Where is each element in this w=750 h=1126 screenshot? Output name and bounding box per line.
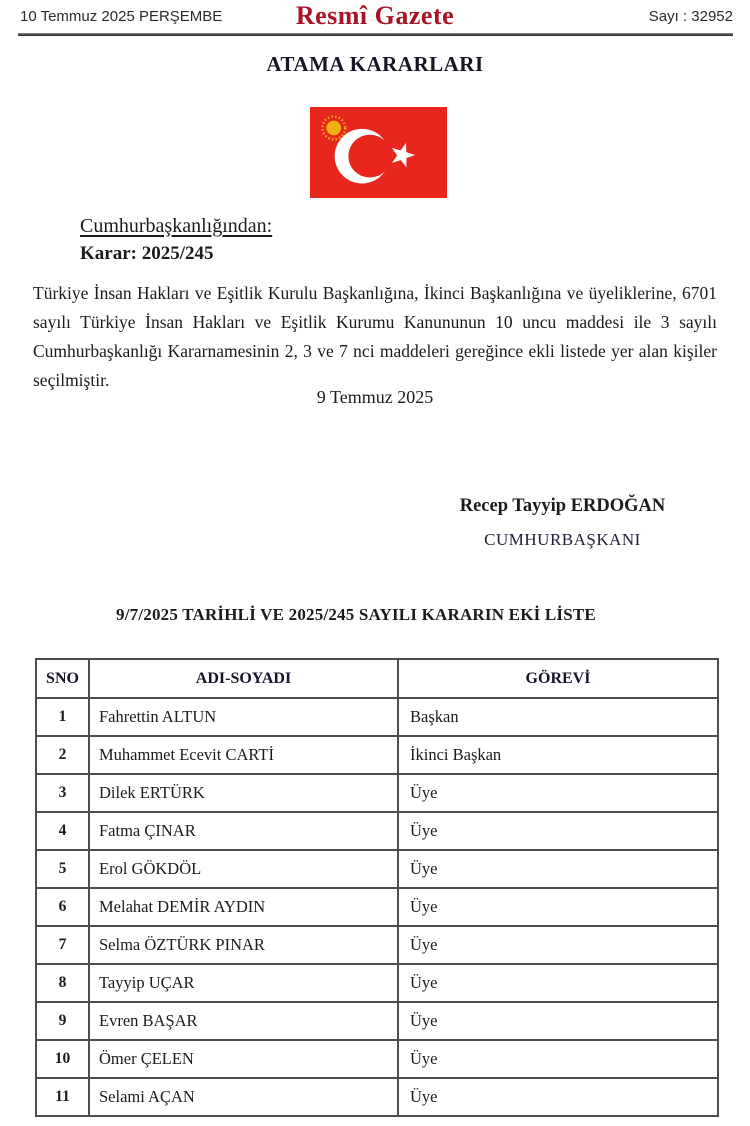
table-row xyxy=(36,850,718,888)
table-row xyxy=(36,736,718,774)
table-row xyxy=(36,888,718,926)
row-sno: 1 xyxy=(36,698,89,736)
row-name: Fahrettin ALTUN xyxy=(89,698,398,736)
row-name: Ömer ÇELEN xyxy=(89,1040,398,1078)
row-role: Üye xyxy=(398,1040,718,1078)
presidential-flag-icon xyxy=(310,107,447,198)
row-role: Üye xyxy=(398,850,718,888)
signatory-title: CUMHURBAŞKANI xyxy=(484,530,641,549)
row-role: Başkan xyxy=(398,698,718,736)
row-name: Erol GÖKDÖL xyxy=(89,850,398,888)
row-name: Muhammet Ecevit CARTİ xyxy=(89,736,398,774)
table-row xyxy=(36,1002,718,1040)
issue-number: Sayı : 32952 xyxy=(648,8,733,25)
row-role: Üye xyxy=(398,1002,718,1040)
column-header-role: GÖREVİ xyxy=(398,659,718,698)
signature-block xyxy=(430,496,695,550)
row-sno: 7 xyxy=(36,926,89,964)
row-name: Melahat DEMİR AYDIN xyxy=(89,888,398,926)
row-name: Evren BAŞAR xyxy=(89,1002,398,1040)
row-role: İkinci Başkan xyxy=(398,736,718,774)
row-sno: 11 xyxy=(36,1078,89,1116)
row-role: Üye xyxy=(398,888,718,926)
gazette-title: Resmî Gazete xyxy=(295,1,455,30)
row-sno: 2 xyxy=(36,736,89,774)
row-name: Dilek ERTÜRK xyxy=(89,774,398,812)
decree-body: Türkiye İnsan Hakları ve Eşitlik Kurulu Başkanlığına, İkinci Başkanlığına ve üyeliklerine, 6701 sayılı Türkiye İnsan Hakları ve Eşitlik Kurumu Kanununun 10 uncu maddesi ile 3 sayılı Cumhurbaşkanlığı Kararnamesinin 2, 3 ve 7 nci maddeleri gereğince ekli listede yer alan kişiler seçilmiştir. xyxy=(33,283,717,390)
table-header-row xyxy=(36,659,718,698)
table-row xyxy=(36,964,718,1002)
row-role: Üye xyxy=(398,926,718,964)
table-row xyxy=(36,812,718,850)
sun-emblem-icon xyxy=(326,121,341,136)
row-name: Tayyip UÇAR xyxy=(89,964,398,1002)
signatory-name: Recep Tayyip ERDOĞAN xyxy=(459,496,666,516)
annex-table xyxy=(35,658,719,1117)
row-sno: 5 xyxy=(36,850,89,888)
decree-source: Cumhurbaşkanlığından: xyxy=(80,215,273,237)
row-sno: 10 xyxy=(36,1040,89,1078)
row-role: Üye xyxy=(398,1078,718,1116)
table-row xyxy=(36,926,718,964)
row-sno: 9 xyxy=(36,1002,89,1040)
annex-list-title: 9/7/2025 TARİHLİ VE 2025/245 SAYILI KARARIN EKİ LİSTE xyxy=(116,605,596,624)
row-sno: 4 xyxy=(36,812,89,850)
publication-date: 10 Temmuz 2025 PERŞEMBE xyxy=(20,8,223,25)
row-sno: 6 xyxy=(36,888,89,926)
column-header-sno: SNO xyxy=(36,659,89,698)
section-title: ATAMA KARARLARI xyxy=(266,52,484,76)
row-role: Üye xyxy=(398,774,718,812)
masthead-divider xyxy=(18,33,733,36)
table-row xyxy=(36,1078,718,1116)
decree-number: Karar: 2025/245 xyxy=(80,243,214,264)
table-row xyxy=(36,698,718,736)
table-row xyxy=(36,774,718,812)
decree-date: 9 Temmuz 2025 xyxy=(316,387,434,407)
row-name: Selami AÇAN xyxy=(89,1078,398,1116)
crescent-inner xyxy=(348,135,391,178)
row-role: Üye xyxy=(398,964,718,1002)
row-name: Fatma ÇINAR xyxy=(89,812,398,850)
column-header-name: ADI-SOYADI xyxy=(89,659,398,698)
row-role: Üye xyxy=(398,812,718,850)
row-name: Selma ÖZTÜRK PINAR xyxy=(89,926,398,964)
masthead xyxy=(0,0,750,34)
row-sno: 3 xyxy=(36,774,89,812)
row-sno: 8 xyxy=(36,964,89,1002)
table-row xyxy=(36,1040,718,1078)
